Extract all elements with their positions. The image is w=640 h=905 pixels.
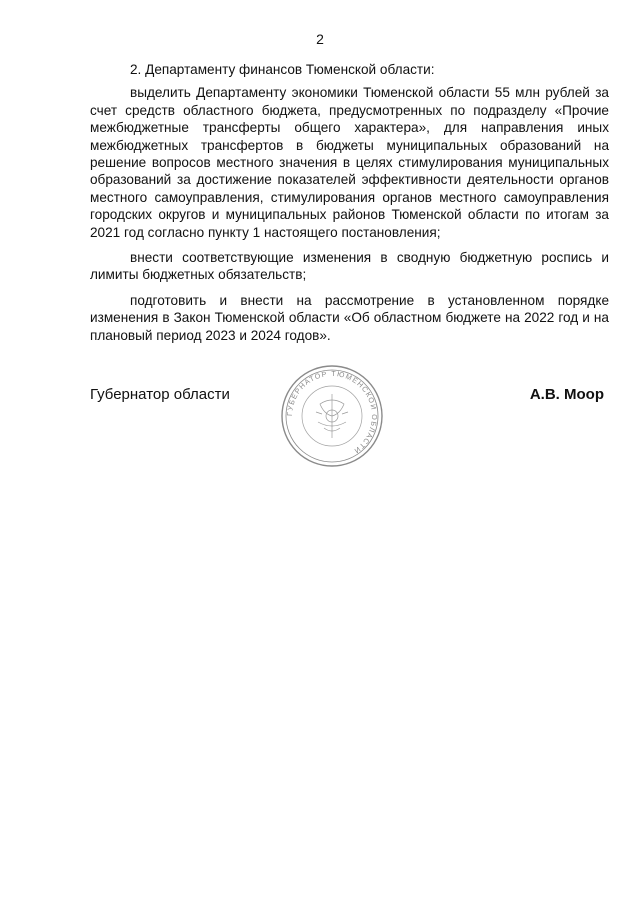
svg-text:ГУБЕРНАТОР ТЮМЕНСКОЙ ОБЛАСТИ: ГУБЕРНАТОР ТЮМЕНСКОЙ ОБЛАСТИ <box>284 368 380 456</box>
document-body <box>90 61 609 352</box>
page-number: 2 <box>316 31 324 47</box>
paragraph-budget-changes: внести соответствующие изменения в сводную бюджетную роспись и лимиты бюджетных обязательств; <box>90 250 609 283</box>
section-heading: 2. Департаменту финансов Тюменской области: <box>130 62 435 77</box>
paragraph-law-amendment: подготовить и внести на рассмотрение в установленном порядке изменения в Закон Тюменской области «Об областном бюджете на 2022 год и на плановый период 2023 и 2024 годов». <box>90 292 609 343</box>
signatory-title: Губернатор области <box>90 386 230 403</box>
paragraph-allocate-funds: выделить Департаменту экономики Тюменской области 55 млн рублей за счет средств областного бюджета, предусмотренных по подразделу «Прочие межбюджетные трансферты общего характера», для направления иных межбюджетных трансфертов в бюджеты муниципальных образований на решение вопросов местного значения в целях стимулирования муниципальных образований за достижение показателей эффективности деятельности органов местного самоуправления, стимулирования органов местного самоуправления городских округов и муниципальных районов Тюменской области по итогам за 2021 год согласно пункту 1 настоящего постановления; <box>90 85 609 240</box>
signatory-name: А.В. Моор <box>529 386 604 403</box>
official-seal-stamp <box>280 364 384 468</box>
